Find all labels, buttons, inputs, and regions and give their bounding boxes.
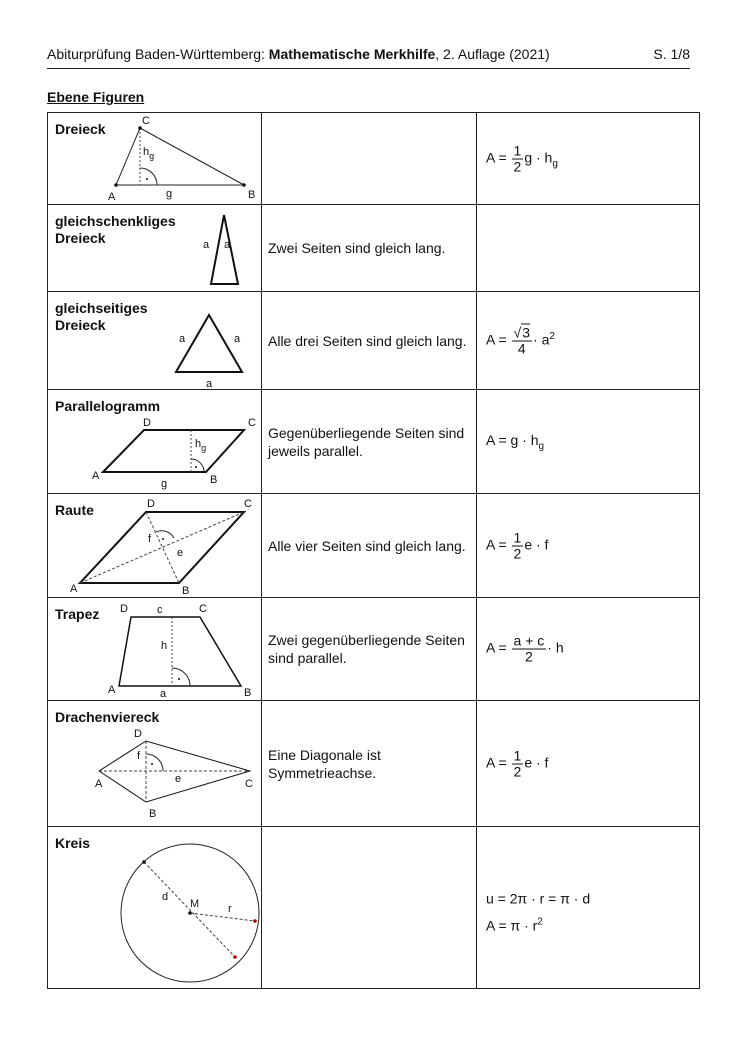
label-A: A bbox=[108, 684, 116, 696]
table-row bbox=[48, 494, 700, 598]
area-formula: A = $\frac{√3}{4}$ · $a^2$ bbox=[486, 324, 555, 356]
figure-cell bbox=[48, 598, 262, 701]
label-C: C bbox=[142, 115, 150, 127]
label-D: D bbox=[147, 498, 155, 510]
label-A: A bbox=[70, 583, 78, 595]
figure-description: Zwei Seiten sind gleich lang. bbox=[268, 240, 446, 256]
description-cell bbox=[262, 113, 477, 205]
label-d: d bbox=[162, 891, 169, 903]
figure-cell bbox=[48, 390, 262, 494]
formula-cell bbox=[477, 827, 700, 989]
figure-description: Zwei gegenüberliegende Seiten sind parallel. bbox=[268, 632, 465, 666]
figure-name: Drachenviereck bbox=[55, 709, 160, 725]
label-c: c bbox=[157, 604, 163, 616]
formula-cell bbox=[477, 390, 700, 494]
label-A: A bbox=[95, 778, 103, 790]
figure-description: Eine Diagonale ist Symmetrieachse. bbox=[268, 746, 381, 781]
area-formula: A = $\frac{a + c}{2}$ · h bbox=[486, 632, 564, 665]
description-cell bbox=[262, 390, 477, 494]
figures-table bbox=[47, 112, 700, 989]
label-hg: $h_g$ bbox=[195, 438, 207, 453]
description-cell bbox=[262, 292, 477, 390]
formula-cell bbox=[477, 598, 700, 701]
table-row bbox=[48, 598, 700, 701]
label-A: A bbox=[92, 470, 100, 482]
description-cell bbox=[262, 827, 477, 989]
label-A: A bbox=[108, 191, 116, 203]
table-row bbox=[48, 390, 700, 494]
label-D: D bbox=[120, 603, 128, 615]
table-row bbox=[48, 205, 700, 292]
figure-name: gleichschenkliges Dreieck bbox=[55, 213, 176, 246]
figure-name: gleichseitiges Dreieck bbox=[55, 300, 148, 333]
header-title bbox=[47, 46, 550, 62]
label-a: a bbox=[160, 688, 167, 700]
header-suffix: , 2. Auflage (2021) bbox=[435, 46, 550, 62]
table-row bbox=[48, 113, 700, 205]
figure-description: Alle drei Seiten sind gleich lang. bbox=[268, 332, 467, 349]
label-a-right: a bbox=[224, 239, 231, 251]
description-cell bbox=[262, 598, 477, 701]
figure-cell bbox=[48, 292, 262, 390]
section-title: Ebene Figuren bbox=[47, 89, 145, 105]
label-M: M bbox=[190, 898, 200, 910]
description-cell bbox=[262, 494, 477, 598]
label-hg: $h_g$ bbox=[143, 146, 155, 161]
label-B: B bbox=[210, 474, 218, 486]
figure-cell bbox=[48, 205, 262, 292]
label-r: r bbox=[228, 903, 232, 915]
formula-cell bbox=[477, 292, 700, 390]
circle-formulas bbox=[486, 887, 590, 938]
figure-name: Dreieck bbox=[55, 121, 106, 137]
formula-cell bbox=[477, 113, 700, 205]
label-a-right: a bbox=[234, 333, 241, 345]
figure-description: Alle vier Seiten sind gleich lang. bbox=[268, 537, 466, 554]
label-B: B bbox=[182, 585, 190, 597]
figure-name: Kreis bbox=[55, 835, 91, 851]
area-formula: A = $\frac{1}{2}$ $g \cdot h_g$ bbox=[486, 142, 558, 174]
header-title-bold: Mathematische Merkhilfe bbox=[268, 46, 436, 62]
area-formula: $A = \pi \cdot r^2$ bbox=[486, 917, 543, 934]
label-f: f bbox=[148, 533, 152, 545]
area-formula: A = $\frac{1}{2}$ e · f bbox=[486, 529, 549, 561]
label-C: C bbox=[244, 498, 252, 510]
area-formula: A = $\frac{1}{2}$ e · f bbox=[486, 747, 549, 779]
formula-cell bbox=[477, 494, 700, 598]
header-prefix: Abiturprüfung Baden-Württemberg: bbox=[47, 46, 269, 62]
table-row bbox=[48, 827, 700, 989]
page-header bbox=[47, 44, 690, 69]
label-D: D bbox=[143, 417, 151, 429]
figure-cell bbox=[48, 113, 262, 205]
table-row bbox=[48, 292, 700, 390]
label-C: C bbox=[245, 778, 253, 790]
figure-name: Trapez bbox=[55, 606, 100, 622]
figure-name: Parallelogramm bbox=[55, 398, 161, 414]
figure-cell bbox=[48, 494, 262, 598]
label-B: B bbox=[244, 687, 252, 699]
label-a-bottom: a bbox=[206, 378, 213, 390]
label-e: e bbox=[175, 773, 182, 785]
circumference-formula: u = 2π · r = π · d bbox=[486, 891, 591, 907]
label-g: g bbox=[161, 478, 168, 490]
formula-cell bbox=[477, 701, 700, 827]
description-cell bbox=[262, 701, 477, 827]
label-C: C bbox=[248, 417, 256, 429]
table-row bbox=[48, 701, 700, 827]
label-B: B bbox=[149, 808, 157, 820]
formula-cell bbox=[477, 205, 700, 292]
figure-cell bbox=[48, 701, 262, 827]
label-D: D bbox=[134, 728, 142, 740]
description-cell bbox=[262, 205, 477, 292]
label-g: g bbox=[166, 188, 173, 200]
figure-cell bbox=[48, 827, 262, 989]
label-C: C bbox=[199, 603, 207, 615]
label-e: e bbox=[177, 547, 184, 559]
area-formula: $A = g \cdot h_g$ bbox=[486, 431, 545, 452]
label-B: B bbox=[248, 189, 256, 201]
label-h: h bbox=[161, 640, 168, 652]
page-number: S. 1/8 bbox=[653, 46, 690, 62]
label-a-left: a bbox=[203, 239, 210, 251]
label-a-left: a bbox=[179, 333, 186, 345]
figure-description: Gegenüberliegende Seiten sind jeweils parallel. bbox=[268, 424, 465, 459]
figure-name: Raute bbox=[55, 502, 94, 518]
label-f: f bbox=[137, 750, 141, 762]
